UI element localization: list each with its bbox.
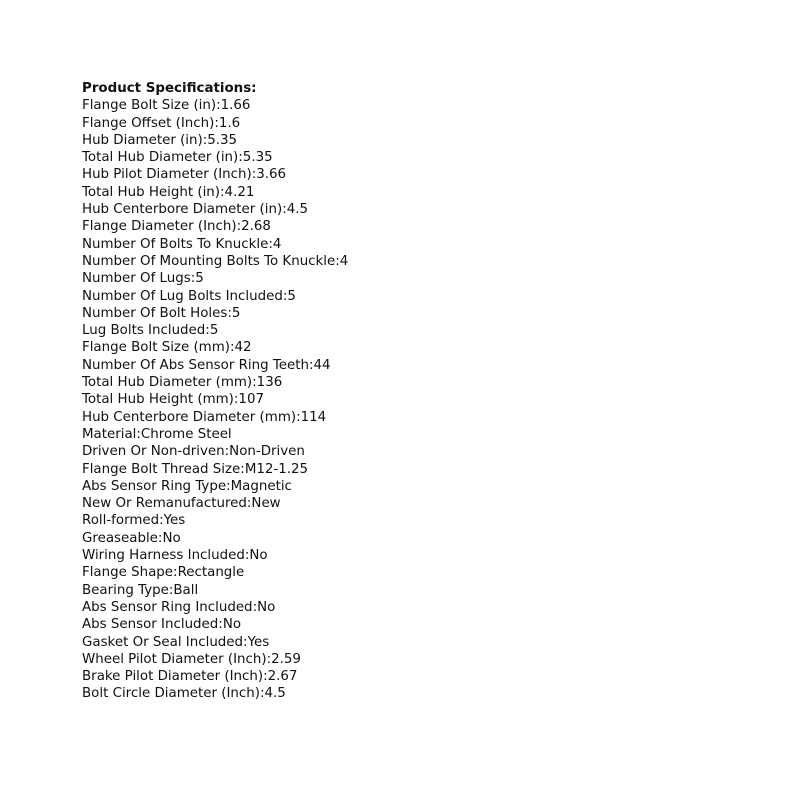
- spec-value: Ball: [173, 582, 199, 598]
- spec-label: Number Of Bolt Holes: [82, 305, 228, 321]
- spec-value: 107: [238, 392, 264, 408]
- spec-separator: :: [220, 184, 225, 200]
- spec-separator: :: [252, 599, 258, 615]
- spec-value: 3.66: [256, 167, 287, 183]
- spec-value: 42: [234, 340, 252, 356]
- spec-row: [82, 166, 762, 183]
- spec-separator: :: [218, 617, 223, 633]
- spec-value: 114: [300, 409, 327, 425]
- spec-row: [82, 218, 762, 235]
- spec-row: [82, 409, 762, 426]
- spec-row: [82, 391, 762, 408]
- spec-label: Hub Diameter (in): [82, 132, 203, 148]
- spec-value: Non-Driven: [229, 444, 305, 460]
- spec-label: Total Hub Diameter (in): [82, 150, 239, 166]
- spec-separator: :: [268, 236, 273, 252]
- spec-separator: :: [214, 115, 219, 131]
- spec-value: No: [162, 530, 181, 546]
- spec-separator: :: [168, 582, 174, 598]
- spec-value: Yes: [247, 634, 270, 650]
- spec-label: Driven Or Non-driven: [82, 444, 225, 460]
- spec-value: 2.59: [271, 651, 301, 667]
- spec-row: [82, 149, 762, 166]
- spec-separator: :: [236, 219, 242, 235]
- spec-row: [82, 478, 762, 495]
- spec-separator: :: [266, 651, 272, 667]
- spec-row: [82, 582, 762, 599]
- spec-row: [82, 461, 762, 478]
- spec-separator: :: [282, 202, 287, 218]
- spec-value: 5.35: [242, 150, 273, 166]
- spec-value: 4.5: [286, 202, 309, 218]
- spec-label: New Or Remanufactured: [82, 496, 247, 512]
- spec-separator: :: [233, 392, 239, 408]
- spec-row: [82, 634, 762, 651]
- spec-row: [82, 426, 762, 443]
- spec-label: Number Of Mounting Bolts To Knuckle: [82, 253, 336, 269]
- spec-row: [82, 288, 762, 305]
- specs-title: Product Specifications:: [82, 81, 257, 96]
- spec-separator: :: [251, 167, 257, 183]
- spec-label: Bolt Circle Diameter (Inch): [82, 686, 260, 702]
- spec-row: [82, 270, 762, 287]
- spec-value: Yes: [163, 513, 186, 529]
- spec-value: 5: [231, 305, 241, 321]
- spec-row: [82, 132, 762, 149]
- spec-separator: :: [282, 288, 288, 304]
- spec-value: 4: [272, 236, 282, 252]
- spec-row: [82, 564, 762, 581]
- spec-row: [82, 685, 762, 702]
- product-specifications: [82, 80, 762, 703]
- spec-label: Number Of Abs Sensor Ring Teeth: [82, 357, 309, 373]
- spec-row: [82, 357, 762, 374]
- spec-label: Flange Bolt Size (in): [82, 98, 217, 114]
- spec-separator: :: [226, 478, 231, 494]
- spec-value: 5: [287, 288, 296, 304]
- spec-label: Number Of Lug Bolts Included: [82, 288, 283, 304]
- spec-label: Flange Bolt Thread Size: [82, 461, 241, 477]
- spec-value: 136: [256, 375, 283, 391]
- spec-label: Lug Bolts Included: [82, 323, 206, 339]
- spec-separator: :: [240, 461, 245, 477]
- spec-row: [82, 616, 762, 633]
- spec-separator: :: [190, 271, 196, 287]
- spec-separator: :: [263, 669, 268, 685]
- spec-row: [82, 651, 762, 668]
- spec-label: Brake Pilot Diameter (Inch): [82, 669, 264, 685]
- spec-label: Wheel Pilot Diameter (Inch): [82, 651, 267, 667]
- spec-label: Hub Pilot Diameter (Inch): [82, 167, 252, 183]
- spec-separator: :: [244, 548, 250, 564]
- spec-row: [82, 97, 762, 114]
- spec-value: M12-1.25: [244, 461, 309, 477]
- spec-separator: :: [252, 375, 257, 391]
- spec-label: Number Of Bolts To Knuckle: [82, 236, 269, 252]
- spec-separator: :: [335, 253, 340, 269]
- spec-label: Total Hub Height (in): [82, 184, 221, 200]
- spec-value: 5: [209, 323, 219, 339]
- spec-row: [82, 236, 762, 253]
- spec-row: [82, 322, 762, 339]
- spec-label: Greaseable: [82, 530, 158, 546]
- spec-row: [82, 512, 762, 529]
- spec-value: 2.67: [267, 669, 298, 685]
- spec-value: No: [222, 617, 242, 633]
- spec-row: [82, 339, 762, 356]
- spec-separator: :: [259, 686, 265, 702]
- spec-separator: :: [157, 530, 163, 546]
- spec-row: [82, 668, 762, 685]
- spec-separator: :: [159, 513, 164, 529]
- spec-separator: :: [238, 150, 243, 166]
- spec-separator: :: [243, 634, 248, 650]
- spec-label: Number Of Lugs: [82, 271, 191, 287]
- spec-separator: :: [136, 426, 141, 442]
- spec-separator: :: [309, 357, 314, 373]
- spec-row: [82, 184, 762, 201]
- spec-separator: :: [227, 305, 232, 321]
- spec-separator: :: [224, 444, 230, 460]
- spec-value: 1.66: [220, 98, 251, 114]
- spec-value: 44: [313, 357, 331, 373]
- spec-row: [82, 530, 762, 547]
- spec-value: 4.5: [264, 686, 286, 702]
- spec-label: Abs Sensor Included: [82, 617, 219, 633]
- spec-separator: :: [202, 132, 208, 148]
- spec-value: 2.68: [241, 219, 271, 235]
- spec-row: [82, 115, 762, 132]
- spec-separator: :: [205, 323, 210, 339]
- spec-separator: :: [216, 98, 221, 114]
- spec-value: 5.35: [207, 132, 238, 148]
- spec-label: Total Hub Height (mm): [82, 392, 234, 408]
- spec-separator: :: [296, 409, 301, 425]
- spec-separator: :: [230, 340, 235, 356]
- spec-separator: :: [173, 565, 178, 581]
- spec-value: Chrome Steel: [140, 426, 232, 442]
- spec-label: Flange Shape: [82, 565, 174, 581]
- spec-label: Flange Diameter (Inch): [82, 219, 237, 235]
- spec-label: Flange Bolt Size (mm): [82, 340, 230, 356]
- spec-value: 4: [339, 253, 349, 269]
- spec-row: [82, 201, 762, 218]
- spec-row: [82, 374, 762, 391]
- spec-label: Material: [82, 426, 137, 442]
- spec-label: Flange Offset (Inch): [82, 115, 215, 131]
- spec-row: [82, 305, 762, 322]
- spec-label: Abs Sensor Ring Included: [82, 599, 253, 615]
- spec-label: Roll-formed: [82, 513, 160, 529]
- spec-value: Magnetic: [230, 478, 292, 494]
- spec-value: 1.6: [218, 115, 241, 131]
- spec-row: [82, 599, 762, 616]
- spec-row: [82, 253, 762, 270]
- spec-label: Total Hub Diameter (mm): [82, 375, 253, 391]
- spec-label: Gasket Or Seal Included: [82, 634, 244, 650]
- spec-label: Wiring Harness Included: [82, 548, 245, 564]
- spec-separator: :: [246, 496, 252, 512]
- spec-label: Bearing Type: [82, 582, 169, 598]
- spec-row: [82, 495, 762, 512]
- spec-value: No: [257, 599, 276, 615]
- spec-row: [82, 547, 762, 564]
- spec-label: Hub Centerbore Diameter (mm): [82, 409, 297, 425]
- spec-row: [82, 443, 762, 460]
- spec-value: New: [251, 496, 281, 512]
- spec-value: No: [249, 548, 268, 564]
- spec-value: 4.21: [224, 184, 255, 200]
- spec-label: Hub Centerbore Diameter (in): [82, 202, 283, 218]
- spec-label: Abs Sensor Ring Type: [82, 478, 227, 494]
- spec-value: 5: [195, 271, 204, 287]
- spec-list: [82, 97, 762, 702]
- spec-value: Rectangle: [177, 565, 245, 581]
